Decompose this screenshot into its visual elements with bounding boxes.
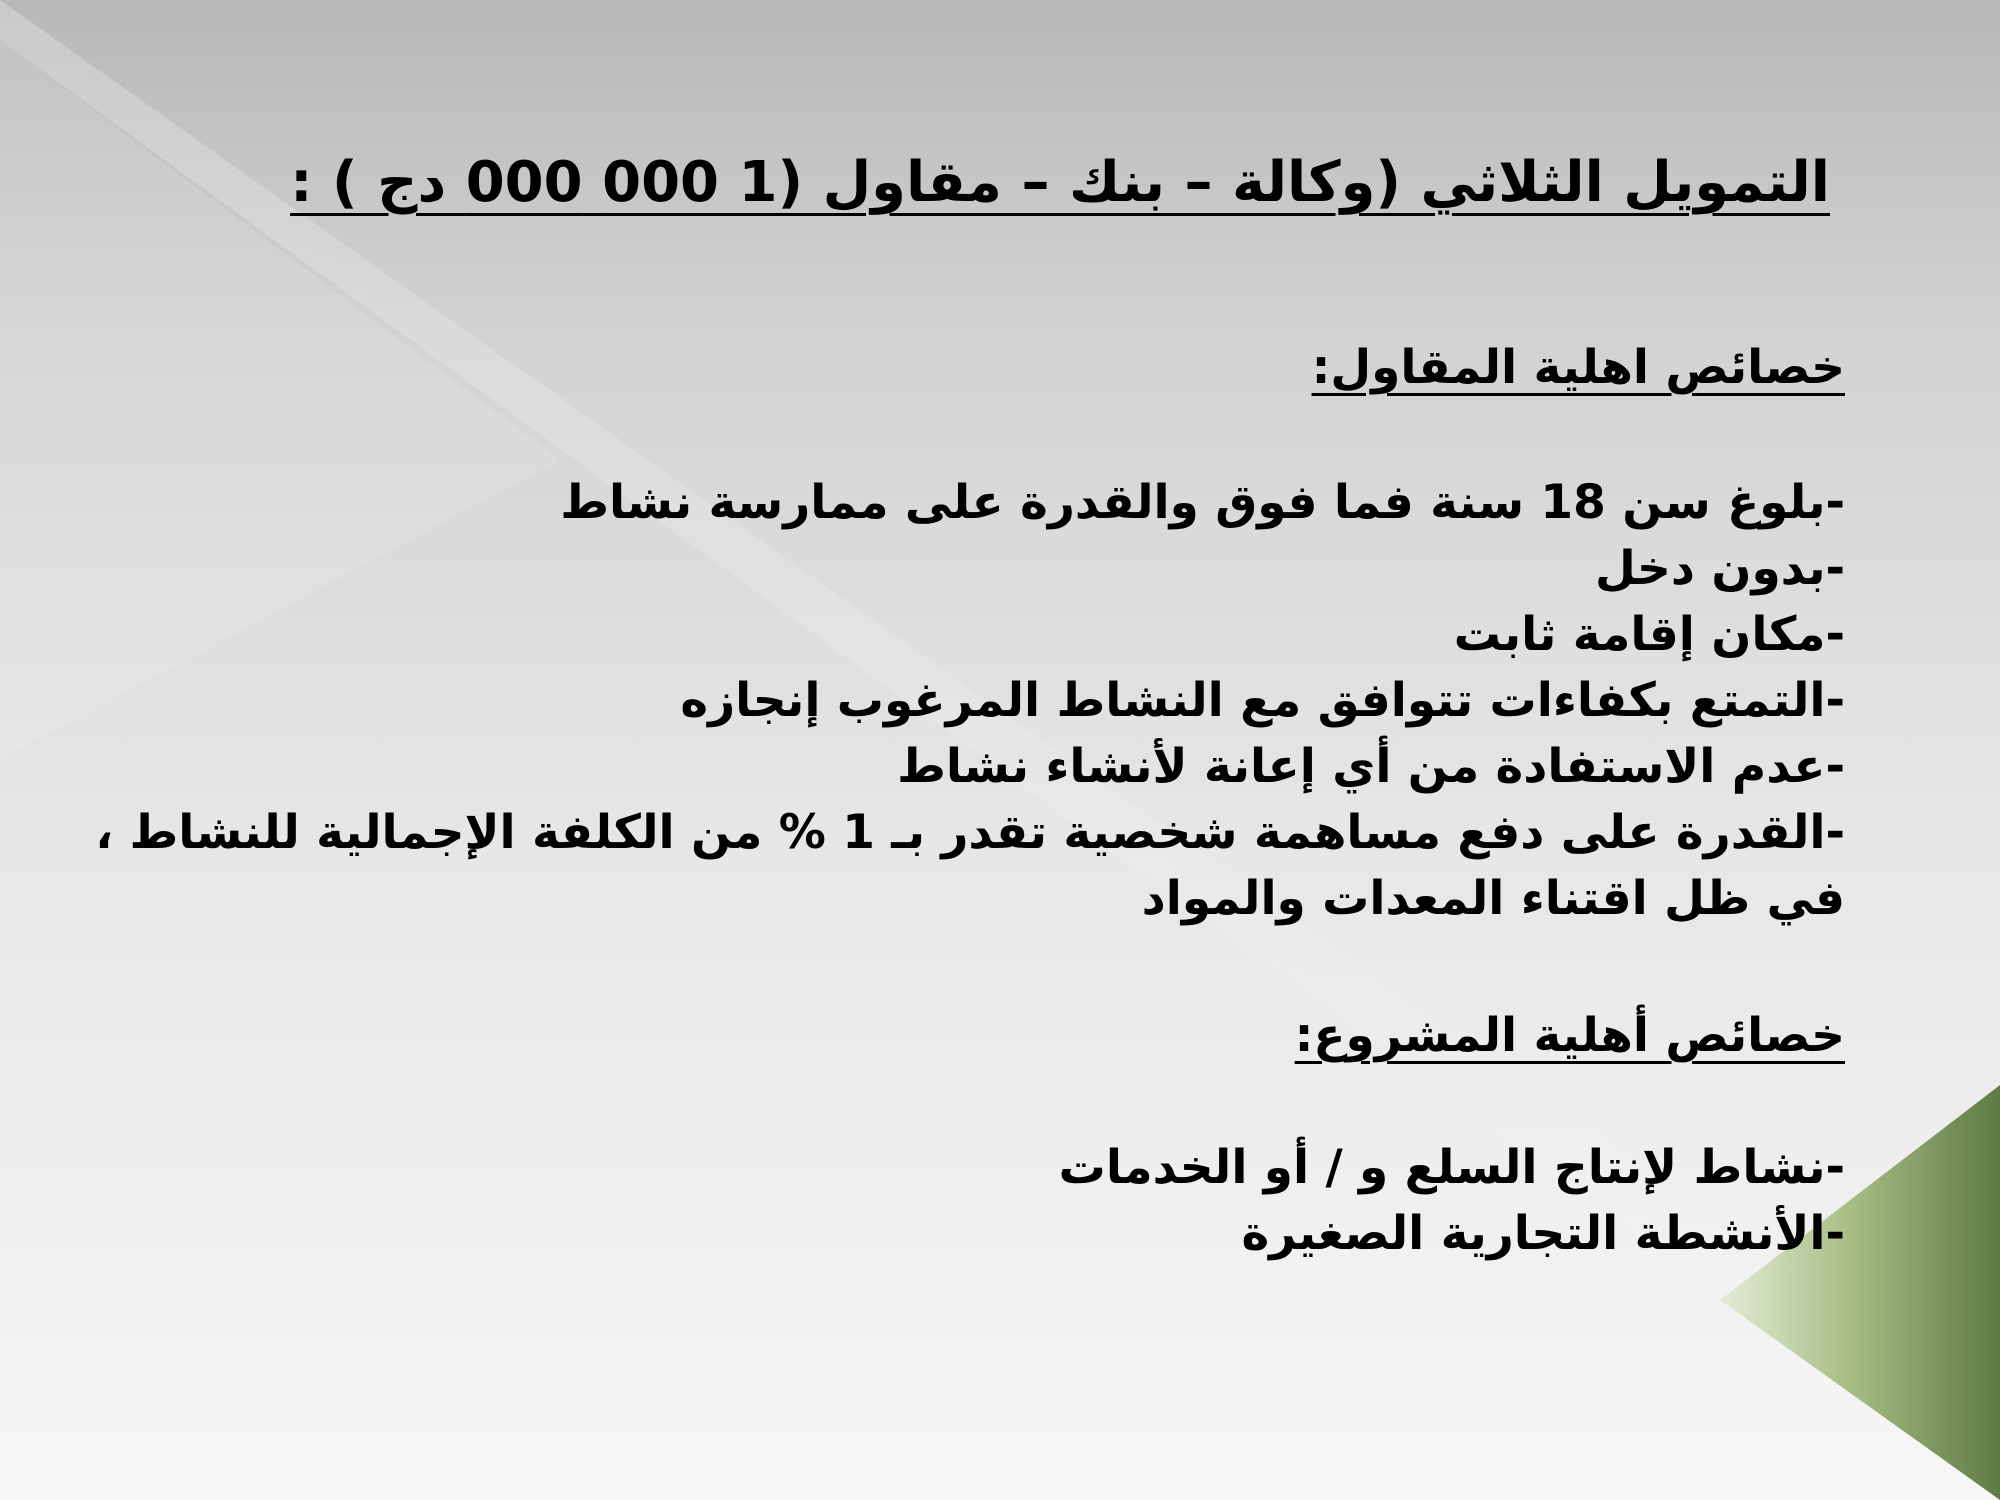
list-item bbox=[15, 602, 1845, 668]
list-item-text: بدون دخل bbox=[1595, 541, 1826, 596]
list-item-text: نشاط لإنتاج السلع و / أو الخدمات bbox=[1058, 1140, 1826, 1195]
list-item bbox=[15, 536, 1845, 602]
bullet-dash: - bbox=[1825, 1140, 1845, 1195]
bullet-dash: - bbox=[1825, 475, 1845, 530]
slide-title: التمويل الثلاثي (وكالة – بنك – مقاول (1 000 000 دج ) : bbox=[290, 150, 1830, 215]
project-eligibility-heading: خصائص أهلية المشروع: bbox=[1294, 1008, 1845, 1063]
list-item-text: مكان إقامة ثابت bbox=[1453, 607, 1826, 662]
bullet-dash: - bbox=[1825, 541, 1845, 596]
list-item bbox=[15, 668, 1845, 734]
list-item-text: بلوغ سن 18 سنة فما فوق والقدرة على ممارسة نشاط bbox=[560, 475, 1826, 530]
list-item bbox=[15, 734, 1845, 800]
list-item-text: الأنشطة التجارية الصغيرة bbox=[1241, 1206, 1826, 1261]
entrepreneur-eligibility-heading: خصائص اهلية المقاول: bbox=[1311, 340, 1845, 395]
list-item bbox=[15, 470, 1845, 536]
list-item-text: القدرة على دفع مساهمة شخصية تقدر بـ 1 % من الكلفة الإجمالية للنشاط ، في ظل اقتناء المعدات والمواد bbox=[95, 805, 1845, 926]
bullet-dash: - bbox=[1825, 805, 1845, 860]
list-item bbox=[645, 1201, 1845, 1267]
project-eligibility-list bbox=[645, 1135, 1845, 1267]
bullet-dash: - bbox=[1825, 673, 1845, 728]
list-item bbox=[15, 800, 1845, 932]
list-item bbox=[645, 1135, 1845, 1201]
list-item-text: عدم الاستفادة من أي إعانة لأنشاء نشاط bbox=[897, 739, 1826, 794]
bullet-dash: - bbox=[1825, 739, 1845, 794]
entrepreneur-eligibility-list bbox=[15, 470, 1845, 932]
bullet-dash: - bbox=[1825, 1206, 1845, 1261]
list-item-text: التمتع بكفاءات تتوافق مع النشاط المرغوب إنجازه bbox=[680, 673, 1826, 728]
bullet-dash: - bbox=[1825, 607, 1845, 662]
